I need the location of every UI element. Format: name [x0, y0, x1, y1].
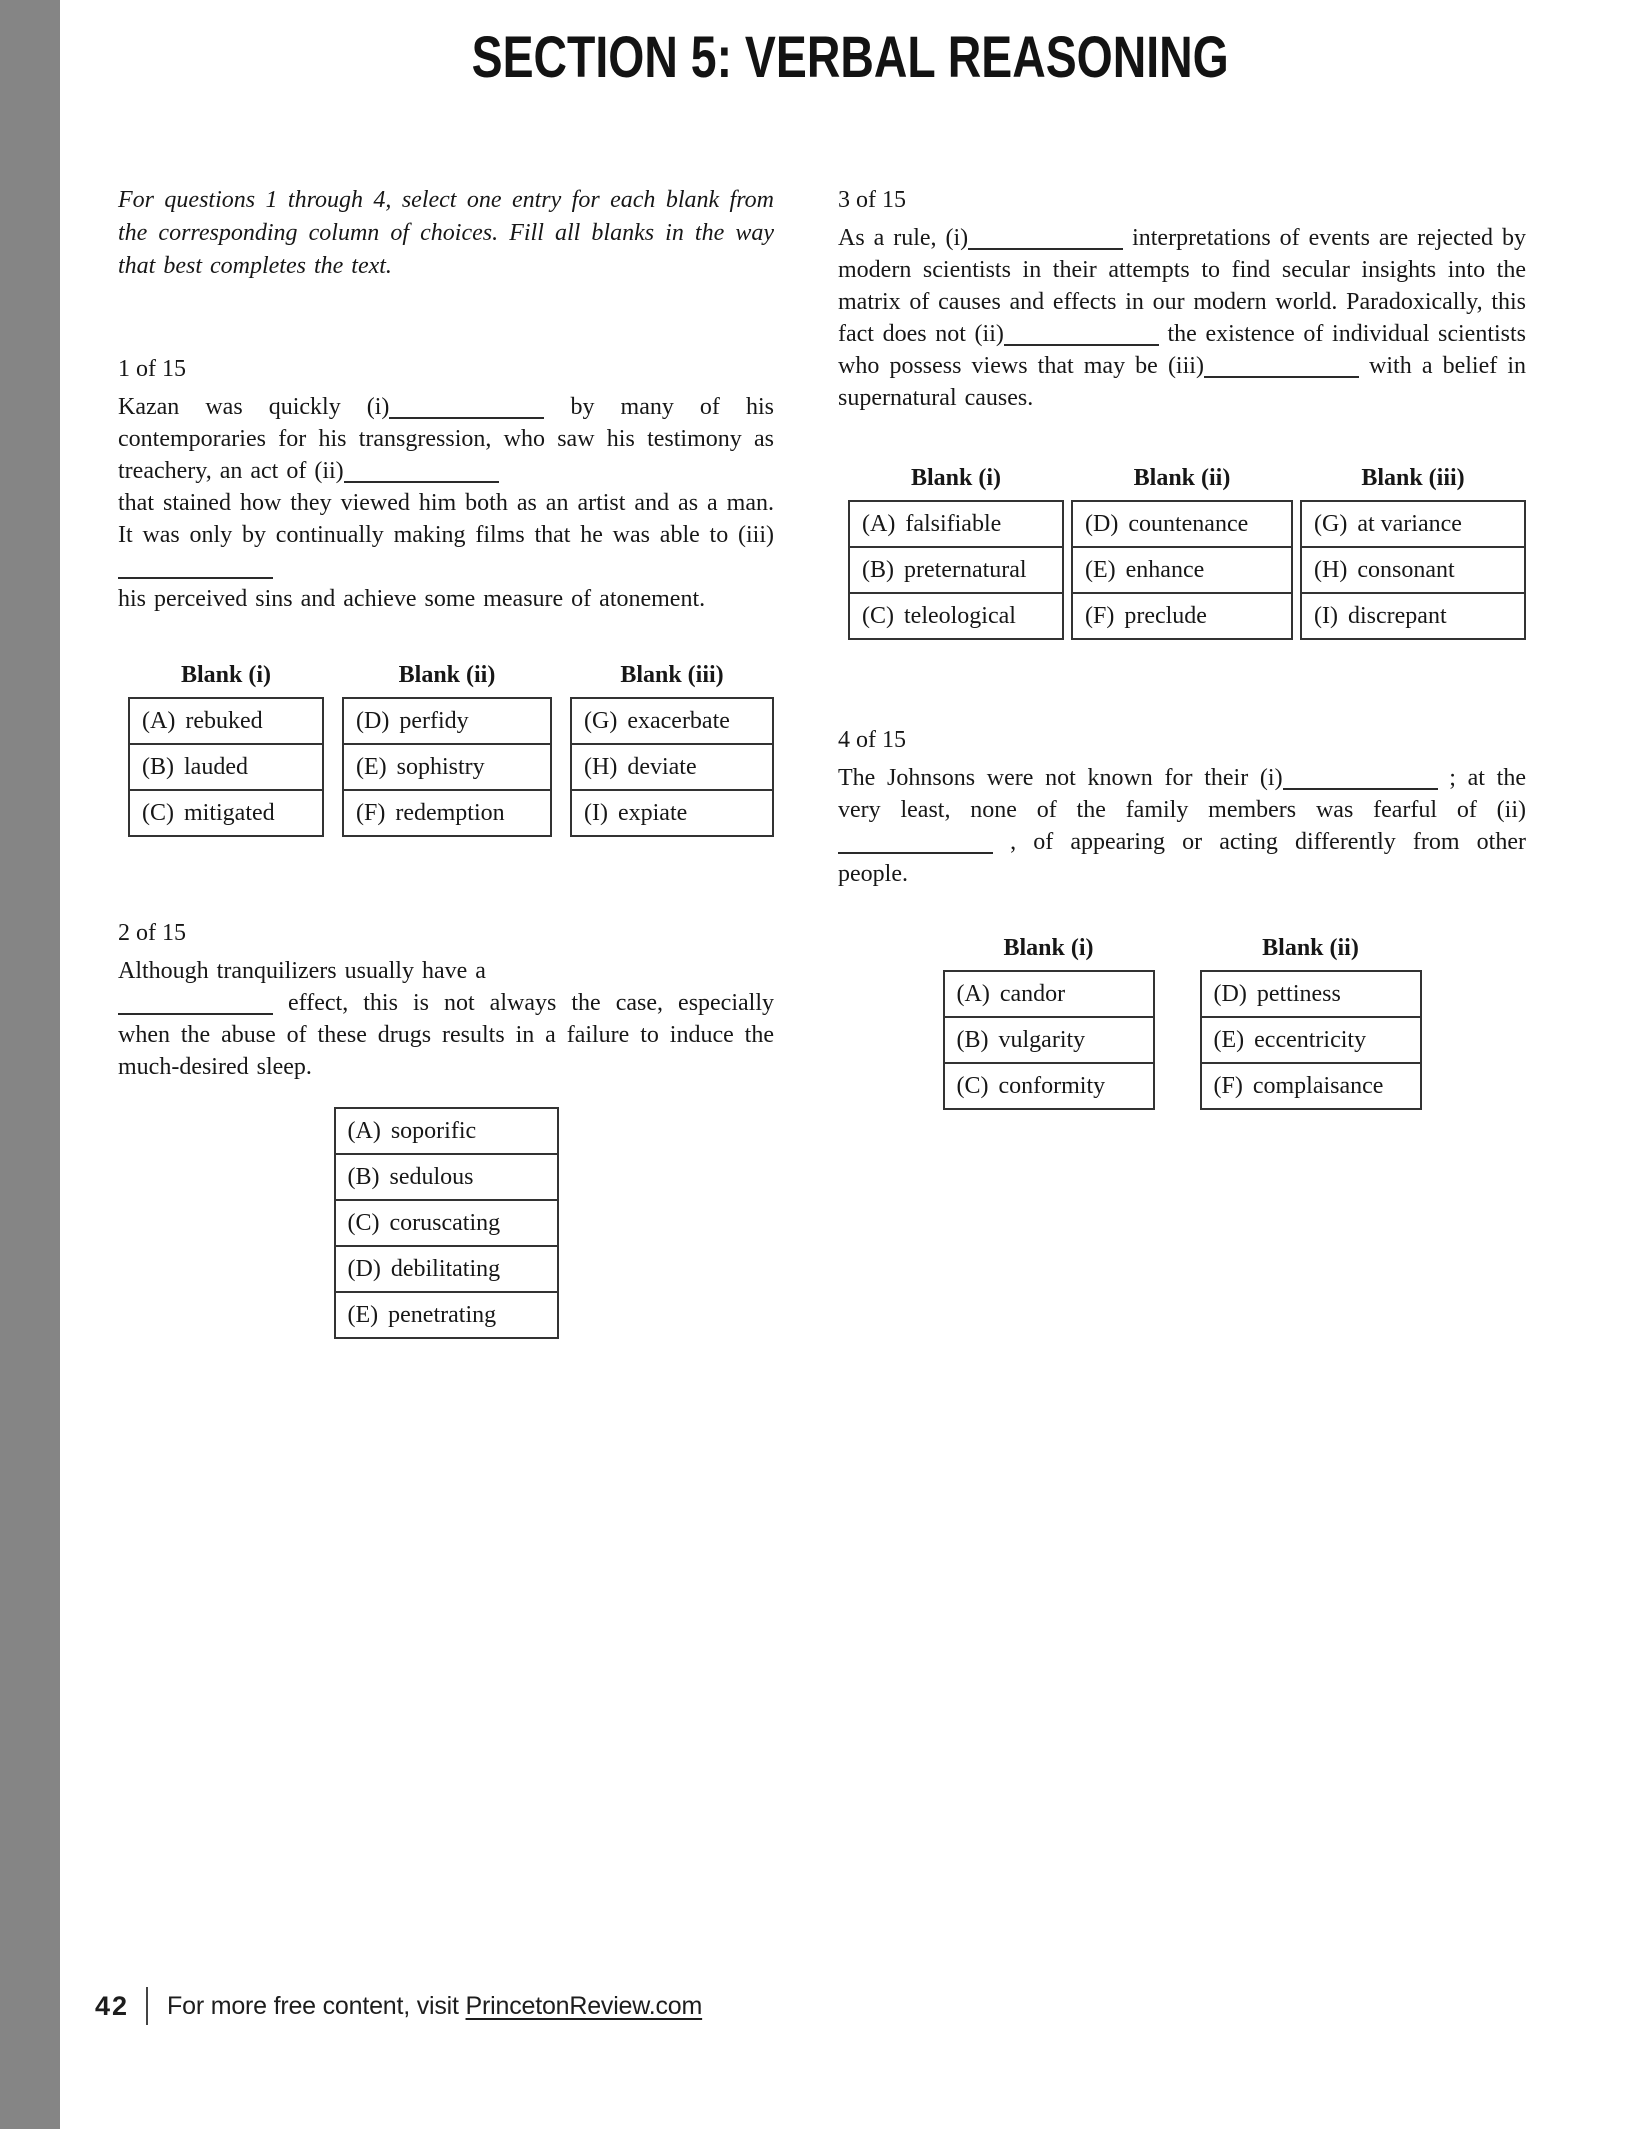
- option-text: deviate: [627, 754, 697, 780]
- question-4: [838, 724, 1526, 1110]
- option-row[interactable]: [1071, 546, 1293, 594]
- passage-text: Although tranquilizers usually have a: [118, 958, 486, 984]
- blank-group-label: Blank (i): [180, 662, 272, 688]
- blank-group-label: Blank (i): [1003, 935, 1094, 961]
- option-row[interactable]: [128, 697, 324, 745]
- option-letter: (C): [347, 1210, 380, 1236]
- blank-group-iii: [1300, 462, 1526, 640]
- option-row[interactable]: [848, 592, 1064, 640]
- options-table: [848, 500, 1064, 640]
- option-text: redemption: [395, 800, 505, 826]
- question-2-answer-groups: [118, 1107, 774, 1339]
- option-text: discrepant: [1347, 603, 1447, 629]
- right-column: [838, 184, 1526, 1110]
- option-letter: (E): [356, 754, 387, 780]
- section-title-text: SECTION 5: VERBAL REASONING: [471, 25, 1229, 90]
- option-row[interactable]: [1300, 500, 1526, 548]
- options-table: [570, 697, 774, 837]
- option-row[interactable]: [1071, 500, 1293, 548]
- question-1-number: 1 of 15: [118, 356, 186, 382]
- answer-blank-iii: [1204, 370, 1359, 378]
- footer-link[interactable]: PrincetonReview.com: [465, 1991, 703, 2020]
- option-letter: (G): [1314, 511, 1348, 537]
- option-text: mitigated: [184, 800, 275, 826]
- option-letter: (E): [1085, 557, 1116, 583]
- option-text: preternatural: [904, 557, 1027, 583]
- passage-text: interpretations of events are rejected by modern scientists in their attempts to find secular insights into the matrix of causes and effects in our modern world. Paradoxically, this fact does not (ii): [838, 225, 1526, 347]
- option-row[interactable]: [570, 743, 774, 791]
- section-title: [60, 26, 1640, 90]
- option-letter: (C): [956, 1073, 989, 1099]
- answer-blank-i: [1283, 782, 1438, 790]
- blank-group-label: Blank (iii): [1361, 465, 1465, 491]
- option-row[interactable]: [1200, 970, 1422, 1018]
- option-row[interactable]: [1071, 592, 1293, 640]
- page-number: 42: [95, 1990, 130, 2021]
- question-4-answer-groups: [838, 932, 1526, 1110]
- option-text: at variance: [1357, 511, 1462, 537]
- option-letter: (B): [347, 1164, 380, 1190]
- option-text: expiate: [617, 800, 688, 826]
- option-letter: (G): [584, 708, 618, 734]
- blank-group-ii: [1200, 932, 1422, 1110]
- option-text: pettiness: [1256, 981, 1341, 1007]
- answer-blank-i: [389, 411, 544, 419]
- option-letter: (B): [142, 754, 174, 780]
- options-table: [943, 970, 1155, 1110]
- option-text: rebuked: [185, 708, 263, 734]
- option-letter: (F): [356, 800, 386, 826]
- answer-blank-ii: [838, 846, 993, 854]
- instructions: For questions 1 through 4, select one entry for each blank from the corresponding column of choices. Fill all blanks in the way that best completes the text.: [118, 187, 774, 279]
- blank-group-label: Blank (ii): [1262, 935, 1359, 961]
- option-row[interactable]: [943, 970, 1155, 1018]
- options-table: [1200, 970, 1422, 1110]
- option-text: consonant: [1357, 557, 1455, 583]
- blank-group-i: [128, 659, 324, 837]
- question-1-passage: [118, 391, 774, 615]
- left-margin-bar: [0, 0, 60, 2129]
- option-letter: (F): [1085, 603, 1115, 629]
- options-table: [1300, 500, 1526, 640]
- option-letter: (F): [1213, 1073, 1243, 1099]
- option-text: enhance: [1125, 557, 1205, 583]
- passage-text: The Johnsons were not known for their (i): [838, 765, 1283, 791]
- option-row[interactable]: [943, 1062, 1155, 1110]
- option-letter: (I): [584, 800, 608, 826]
- option-letter: (D): [1213, 981, 1247, 1007]
- question-2: [118, 917, 774, 1339]
- option-text: eccentricity: [1254, 1027, 1367, 1053]
- option-row[interactable]: [848, 500, 1064, 548]
- option-letter: (D): [1085, 511, 1119, 537]
- option-text: perfidy: [399, 708, 469, 734]
- option-text: falsifiable: [905, 511, 1002, 537]
- option-text: lauded: [184, 754, 248, 780]
- option-letter: (E): [347, 1302, 379, 1328]
- passage-text: with a belief in supernatural causes.: [838, 353, 1526, 411]
- option-row[interactable]: [128, 743, 324, 791]
- option-row[interactable]: [334, 1245, 559, 1293]
- blank-group-i: [848, 462, 1064, 640]
- option-row[interactable]: [1200, 1016, 1422, 1064]
- question-3: [838, 184, 1526, 640]
- option-text: complaisance: [1252, 1073, 1384, 1099]
- option-row[interactable]: [334, 1153, 559, 1201]
- passage-text: , of appearing or acting differently from other people.: [838, 829, 1526, 887]
- option-letter: (H): [584, 754, 618, 780]
- options-table: [1071, 500, 1293, 640]
- blank-group-ii: [1071, 462, 1293, 640]
- question-4-passage: [838, 762, 1526, 890]
- blank-group-label: Blank (ii): [1133, 465, 1231, 491]
- option-row[interactable]: [128, 789, 324, 837]
- question-3-passage: [838, 222, 1526, 414]
- option-letter: (B): [956, 1027, 989, 1053]
- option-text: preclude: [1124, 603, 1207, 629]
- option-letter: (E): [1213, 1027, 1245, 1053]
- option-text: penetrating: [388, 1302, 497, 1328]
- options-table: [334, 1107, 559, 1339]
- answer-blank-ii: [1004, 338, 1159, 346]
- option-row[interactable]: [570, 697, 774, 745]
- option-text: exacerbate: [627, 708, 730, 734]
- passage-text: the existence of individual scientists who possess views that may be (iii): [838, 321, 1526, 379]
- blank-group-ii: [342, 659, 552, 837]
- option-letter: (C): [862, 603, 894, 629]
- passage-text: his perceived sins and achieve some measure of atonement.: [118, 586, 706, 612]
- passage-text: that stained how they viewed him both as an artist and as a man. It was only by continually making films that he was able to (iii): [118, 490, 774, 548]
- option-text: soporific: [390, 1118, 477, 1144]
- passage-text: As a rule, (i): [838, 225, 969, 251]
- option-text: coruscating: [389, 1210, 501, 1236]
- blank-group-iii: [570, 659, 774, 837]
- option-letter: (I): [1314, 603, 1338, 629]
- option-letter: (A): [347, 1118, 381, 1144]
- option-row[interactable]: [334, 1291, 559, 1339]
- option-letter: (D): [356, 708, 390, 734]
- blank-group-i: [943, 932, 1155, 1110]
- option-row[interactable]: [342, 743, 552, 791]
- option-row[interactable]: [334, 1107, 559, 1155]
- question-2-number: 2 of 15: [118, 920, 186, 946]
- blank-group-label: Blank (ii): [398, 662, 496, 688]
- option-row[interactable]: [943, 1016, 1155, 1064]
- question-1-answer-groups: [118, 659, 774, 837]
- passage-text: Kazan was quickly (i): [118, 394, 390, 420]
- option-letter: (A): [862, 511, 896, 537]
- left-column: [118, 184, 774, 1339]
- answer-blank-i: [968, 242, 1123, 250]
- question-3-number: 3 of 15: [838, 187, 906, 213]
- question-4-number: 4 of 15: [838, 727, 906, 753]
- option-row[interactable]: [848, 546, 1064, 594]
- option-row[interactable]: [334, 1199, 559, 1247]
- option-letter: (A): [142, 708, 176, 734]
- footer-text: [167, 1992, 702, 2021]
- option-row[interactable]: [1300, 546, 1526, 594]
- option-text: teleological: [904, 603, 1016, 629]
- option-row[interactable]: [342, 789, 552, 837]
- option-text: vulgarity: [998, 1027, 1086, 1053]
- passage-text: effect, this is not always the case, especially when the abuse of these drugs results in a failure to induce the much-desired sleep.: [118, 990, 774, 1080]
- passage-text: by many of his contemporaries for his transgression, who saw his testimony as treachery, an act of (ii): [118, 394, 774, 484]
- option-text: sedulous: [389, 1164, 474, 1190]
- option-row[interactable]: [570, 789, 774, 837]
- option-row[interactable]: [1300, 592, 1526, 640]
- option-text: sophistry: [396, 754, 485, 780]
- answer-blank-iii: [118, 571, 273, 579]
- options-table: [342, 697, 552, 837]
- option-row[interactable]: [1200, 1062, 1422, 1110]
- option-text: conformity: [998, 1073, 1106, 1099]
- question-3-answer-groups: [838, 462, 1526, 640]
- option-letter: (C): [142, 800, 174, 826]
- option-letter: (A): [956, 981, 990, 1007]
- option-letter: (H): [1314, 557, 1348, 583]
- option-letter: (B): [862, 557, 894, 583]
- question-2-passage: [118, 955, 774, 1083]
- option-letter: (D): [347, 1256, 381, 1282]
- footer-text-label: For more free content, visit: [167, 1991, 466, 2020]
- question-1: [118, 353, 774, 837]
- options-table: [128, 697, 324, 837]
- option-text: candor: [999, 981, 1066, 1007]
- answer-blank-ii: [344, 475, 499, 483]
- footer-divider: [146, 1987, 148, 2025]
- answer-blank: [118, 1007, 273, 1015]
- blank-group-label: Blank (iii): [620, 662, 724, 688]
- passage-text: ; at the very least, none of the family members was fearful of (ii): [838, 765, 1527, 823]
- option-text: countenance: [1128, 511, 1249, 537]
- option-row[interactable]: [342, 697, 552, 745]
- blank-group-label: Blank (i): [910, 465, 1002, 491]
- page-footer: [95, 1984, 702, 2028]
- option-text: debilitating: [390, 1256, 501, 1282]
